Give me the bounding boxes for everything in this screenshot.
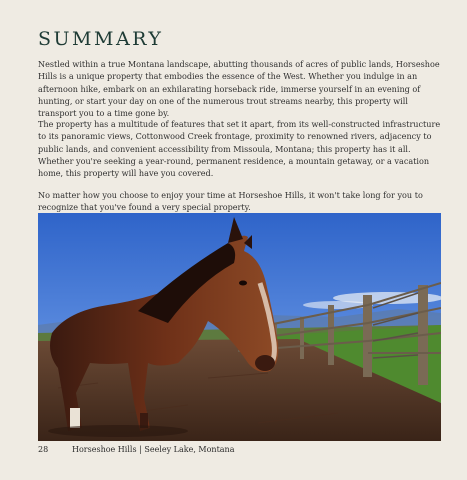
page-number: 28 bbox=[38, 445, 49, 454]
horse-photo bbox=[38, 213, 441, 441]
paragraph-features: The property has a multitude of features that set it apart, from its well-constructed infrastructure to its panoramic views, Cottonwood Creek frontage, proximity to renowned rivers, adjacency to public lands, and convenient accessibility from Missoula, Montana; this property has it all. Whether you're seeking a year-round, permanent residence, a mountain getaway, or a vacation home, this property will have you covered. bbox=[38, 119, 441, 179]
footer-location: Horseshoe Hills | Seeley Lake, Montana bbox=[72, 445, 235, 454]
page-title: SUMMARY bbox=[38, 28, 164, 50]
paragraph-intro: Nestled within a true Montana landscape, abutting thousands of acres of public lands, Horseshoe Hills is a unique property that embodies the essence of the West. Whether you indulge in an afternoon hike, embark on an exhilarating horseback ride, immerse yourself in an evening of hunting, or start your day on one of the numerous trout streams nearby, this property will transport you to a time gone by. bbox=[38, 59, 440, 119]
paragraph-closing: No matter how you choose to enjoy your time at Horseshoe Hills, it won't take long for you to recognize that you've found a very special property. bbox=[38, 190, 423, 213]
